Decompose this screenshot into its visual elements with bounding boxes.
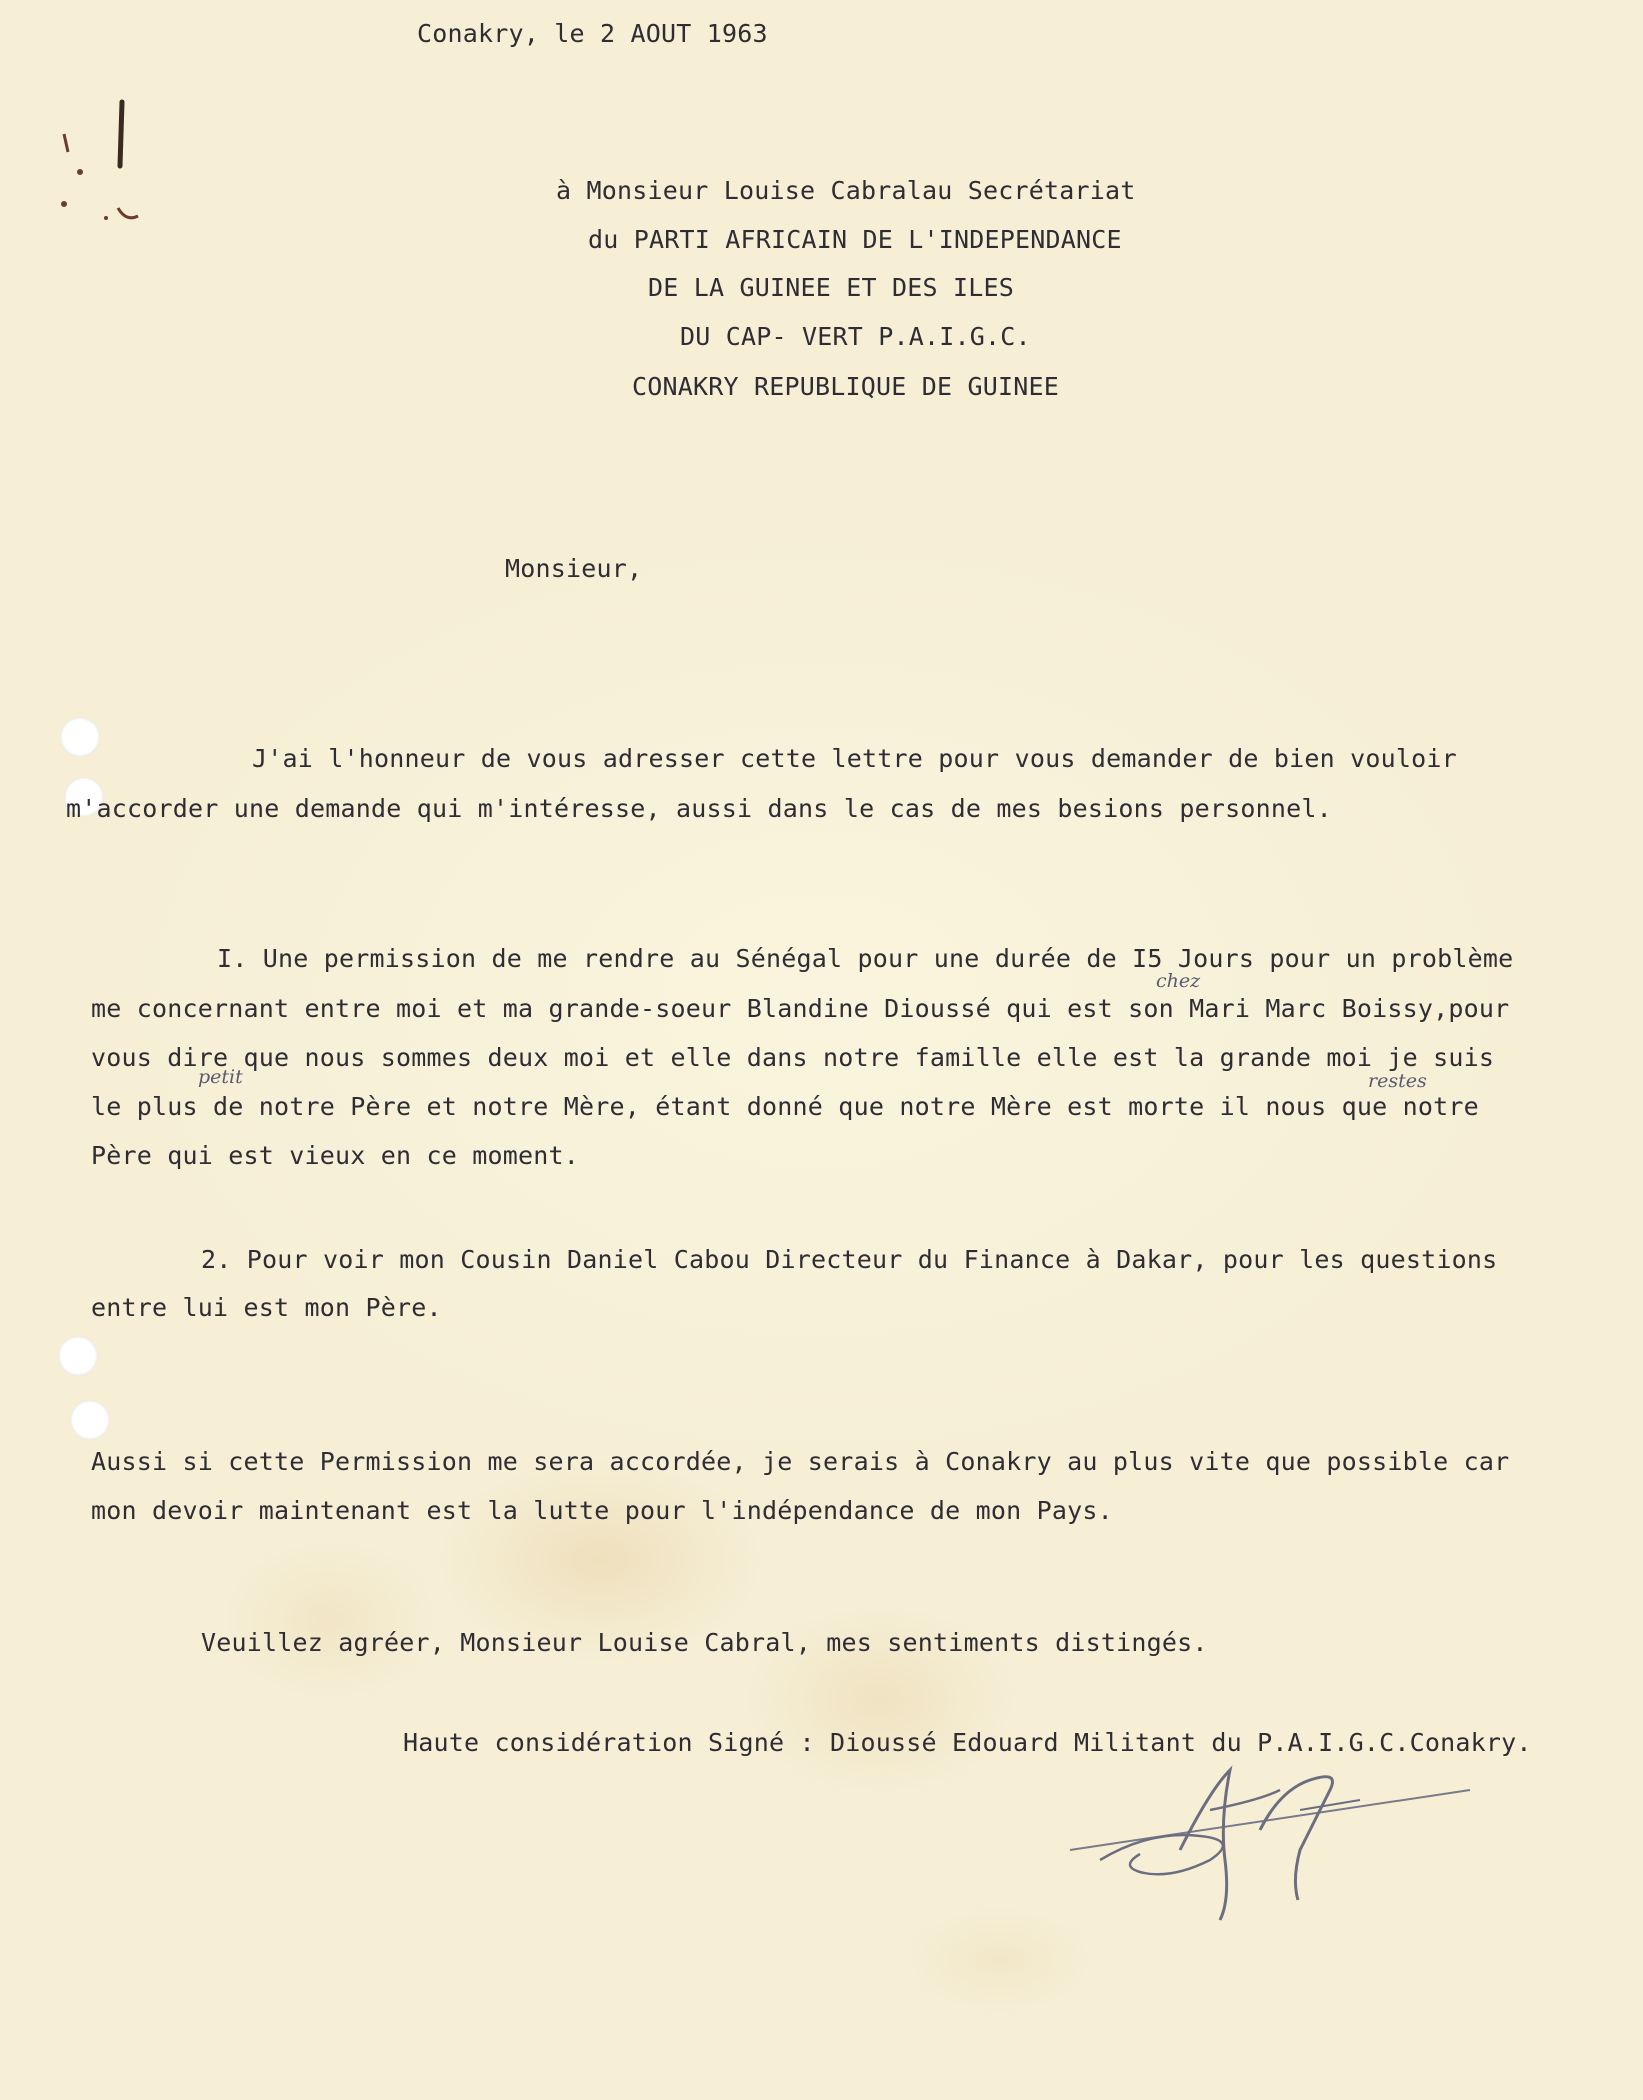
date-line: Conakry, le 2 AOUT 1963 <box>417 19 768 48</box>
point1-line: Père qui est vieux en ce moment. <box>91 1141 580 1170</box>
salutation: Monsieur, <box>505 554 643 583</box>
point1-line: I. Une permission de me rendre au Sénégal pour une durée de I5 Jours pour un problème <box>217 944 1514 973</box>
point1-line: vous dire que nous sommes deux moi et elle dans notre famille elle est la grande moi je suis <box>91 1043 1495 1072</box>
handwritten-insert: chez <box>1156 970 1201 992</box>
handwritten-insert: restes <box>1368 1070 1427 1092</box>
address-line: DU CAP- VERT P.A.I.G.C. <box>680 322 1031 351</box>
signed-line: Haute considération Signé : Dioussé Edouard Militant du P.A.I.G.C.Conakry. <box>403 1728 1532 1757</box>
point1-line: me concernant entre moi et ma grande-soeur Blandine Dioussé qui est son Mari Marc Boissy,pour <box>91 994 1510 1023</box>
punch-hole <box>70 1400 110 1440</box>
punch-hole <box>60 717 100 757</box>
handwritten-signature <box>1060 1750 1490 1970</box>
valediction: Veuillez agréer, Monsieur Louise Cabral, mes sentiments distingés. <box>201 1628 1208 1657</box>
address-line: à Monsieur Louise Cabralau Secrétariat <box>556 176 1136 205</box>
point2-line: 2. Pour voir mon Cousin Daniel Cabou Directeur du Finance à Dakar, pour les questions <box>201 1245 1498 1274</box>
stray-ink-marks <box>40 90 160 240</box>
address-line: CONAKRY REPUBLIQUE DE GUINEE <box>632 372 1060 401</box>
punch-hole <box>58 1336 98 1376</box>
intro-line: m'accorder une demande qui m'intéresse, aussi dans le cas de mes besions personnel. <box>66 794 1332 823</box>
handwritten-insert: petit <box>198 1066 243 1088</box>
closing-line: mon devoir maintenant est la lutte pour l'indépendance de mon Pays. <box>91 1496 1113 1525</box>
point2-line: entre lui est mon Père. <box>91 1293 442 1322</box>
intro-line: J'ai l'honneur de vous adresser cette lettre pour vous demander de bien vouloir <box>252 744 1457 773</box>
closing-line: Aussi si cette Permission me sera accordée, je serais à Conakry au plus vite que possible car <box>91 1447 1510 1476</box>
address-line: DE LA GUINEE ET DES ILES <box>648 273 1015 302</box>
point1-line: le plus de notre Père et notre Mère, étant donné que notre Mère est morte il nous que notre <box>91 1092 1479 1121</box>
address-line: du PARTI AFRICAIN DE L'INDEPENDANCE <box>588 225 1122 254</box>
